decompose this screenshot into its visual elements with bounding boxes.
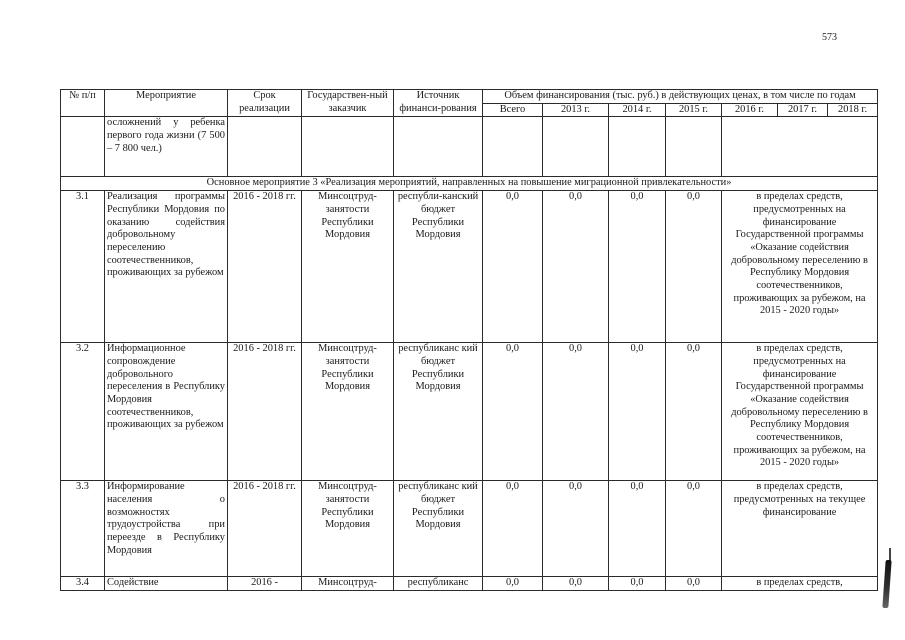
header-year: 2013 г. (543, 103, 609, 117)
row-y2013: 0,0 (543, 577, 609, 591)
header-source: Источник финанси-рования (394, 90, 483, 117)
row-customer: Минсоцтруд-занятости Республики Мордовия (302, 343, 394, 481)
row-y2014: 0,0 (609, 577, 666, 591)
header-row-1 (61, 90, 878, 104)
row-note: в пределах средств, (722, 577, 878, 591)
row-total: 0,0 (483, 577, 543, 591)
row-term: 2016 - 2018 гг. (228, 481, 302, 577)
row-term: 2016 - 2018 гг. (228, 191, 302, 343)
row-event: Реализация программы Республики Мордовия по оказанию содействия добровольному переселению соотечественников, проживающих за рубежом (105, 191, 228, 343)
header-volume: Объем финансирования (тыс. руб.) в действующих ценах, в том числе по годам (483, 90, 878, 104)
section-row (61, 177, 878, 191)
row-y2013: 0,0 (543, 343, 609, 481)
table-row (61, 481, 878, 577)
row-note: в пределах средств, предусмотренных на текущее финансирование (722, 481, 878, 577)
financing-table (60, 89, 878, 591)
header-year: 2016 г. (722, 103, 778, 117)
binding-mark (882, 560, 891, 608)
row-customer: Минсоцтруд- (302, 577, 394, 591)
row-y2015: 0,0 (666, 191, 722, 343)
row-event: Информационное сопровождение добровольного переселения в Республику Мордовия соотечественников, проживающих за рубежом (105, 343, 228, 481)
row-y2013: 0,0 (543, 191, 609, 343)
header-year: 2017 г. (778, 103, 828, 117)
table-row (61, 577, 878, 591)
section-title: Основное мероприятие 3 «Реализация мероприятий, направленных на повышение миграционной привлекательности» (61, 177, 878, 191)
row-customer: Минсоцтруд-занятости Республики Мордовия (302, 191, 394, 343)
row-num: 3.1 (61, 191, 105, 343)
table-row (61, 343, 878, 481)
header-num: № п/п (61, 90, 105, 117)
header-year: 2015 г. (666, 103, 722, 117)
header-term: Срок реализации (228, 90, 302, 117)
row-note: в пределах средств, предусмотренных на финансирование Государственной программы «Оказание содействия добровольному переселению в Республику Мордовия соотечественников, проживающих за рубежом, на 2015 - 2020 годы» (722, 191, 878, 343)
row-event: Информирование населения о возможностях трудоустройства при переезде в Республику Мордовия (105, 481, 228, 577)
row-source: республиканс кий бюджет Республики Мордовия (394, 343, 483, 481)
row-num: 3.3 (61, 481, 105, 577)
table-row (61, 191, 878, 343)
row-source: республиканс кий бюджет Республики Мордовия (394, 481, 483, 577)
row-term: 2016 - (228, 577, 302, 591)
row-y2015: 0,0 (666, 481, 722, 577)
row-total: 0,0 (483, 481, 543, 577)
header-year: 2018 г. (828, 103, 878, 117)
row-y2015: 0,0 (666, 577, 722, 591)
row-total: 0,0 (483, 191, 543, 343)
row-num: 3.2 (61, 343, 105, 481)
row-y2013: 0,0 (543, 481, 609, 577)
row-note: в пределах средств, предусмотренных на финансирование Государственной программы «Оказание содействия добровольному переселению в Республику Мордовия соотечественников, проживающих за рубежом, на 2015 - 2020 годы» (722, 343, 878, 481)
header-event: Мероприятие (105, 90, 228, 117)
header-customer: Государствен-ный заказчик (302, 90, 394, 117)
row-total: 0,0 (483, 343, 543, 481)
header-year: 2014 г. (609, 103, 666, 117)
row-y2014: 0,0 (609, 481, 666, 577)
row-y2014: 0,0 (609, 191, 666, 343)
page-number: 573 (822, 32, 837, 43)
row-y2014: 0,0 (609, 343, 666, 481)
continuation-row (61, 117, 878, 177)
row-source: республиканс (394, 577, 483, 591)
row-source: республи-канский бюджет Республики Мордовия (394, 191, 483, 343)
header-year: Всего (483, 103, 543, 117)
row-y2015: 0,0 (666, 343, 722, 481)
row-event: Содействие (105, 577, 228, 591)
row-term: 2016 - 2018 гг. (228, 343, 302, 481)
continuation-event: осложнений у ребенка первого года жизни (7 500 – 7 800 чел.) (105, 117, 228, 177)
row-num: 3.4 (61, 577, 105, 591)
row-customer: Минсоцтруд-занятости Республики Мордовия (302, 481, 394, 577)
